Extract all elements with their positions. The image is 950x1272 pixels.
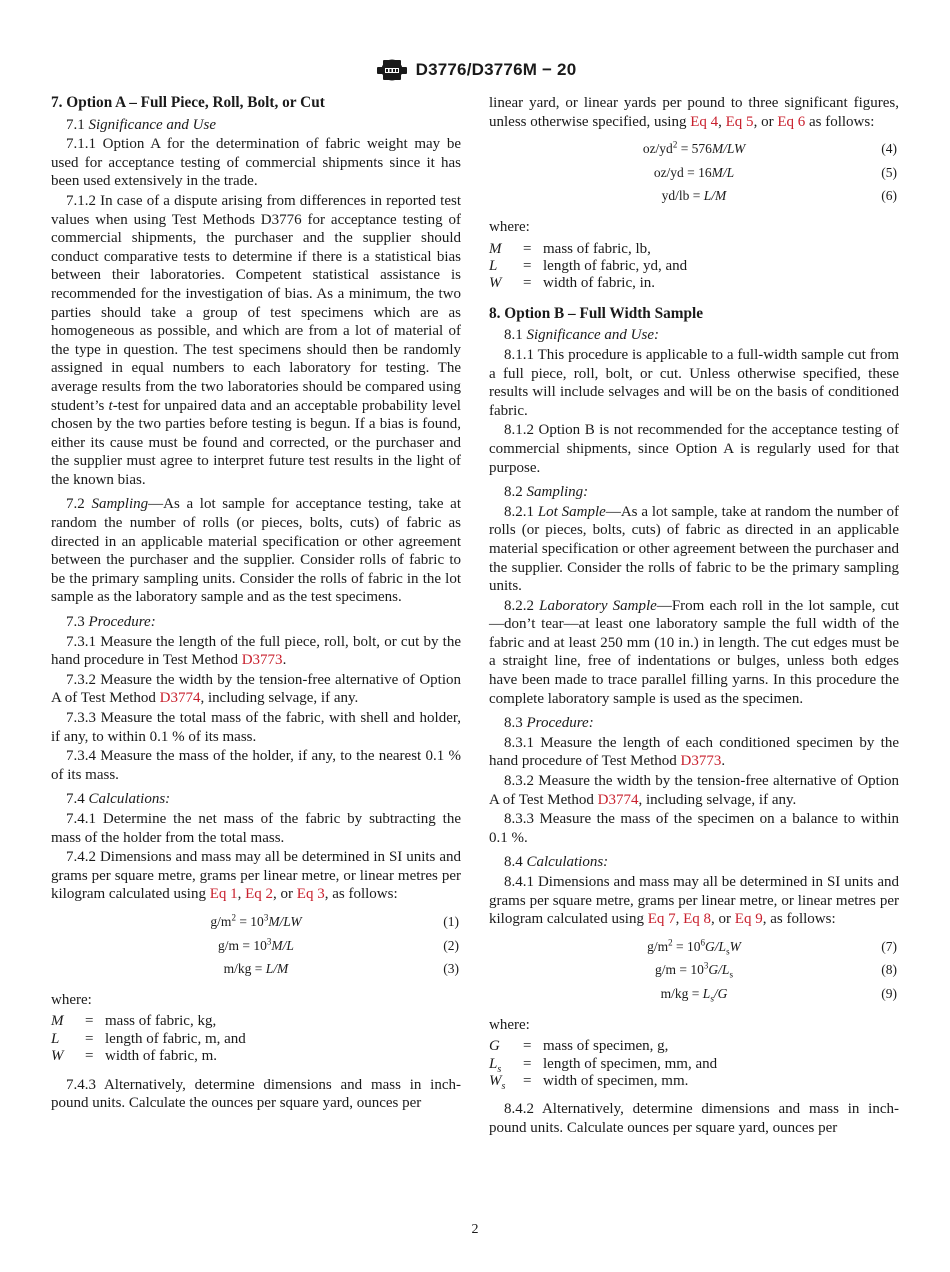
link-eq-3[interactable]: Eq 3: [296, 886, 325, 903]
link-eq-8[interactable]: Eq 8: [683, 911, 712, 928]
para-7-1-2: 7.1.2 In case of a dispute arising from differences in reported test values when using Test Methods D3776 for acceptance testing of commercial shipments, the purchaser and the supplier should conduct comparative tests to determine if there is a statistical bias between their laboratories. Competent statistical assistance is recommended for the investigation of bias. As a minimum, the two parties should take a group of test specimens which are as homogeneous as possible, and which are from a lot of material of the type in question. The test specimens should then be randomly assigned in equal numbers to each laboratory for testing. The average results from the two laboratories should be compared using student’s t-test for unpaired data and an acceptable probability level chosen by the two parties before testing is begun. If a bias is found, either its cause must be found and corrected, or the purchaser and the supplier must agree to interpret future test results in the light of the known bias.: [51, 192, 461, 488]
para-8-2-2: 8.2.2 Laboratory Sample—From each roll in the lot sample, cut—don’t tear—at least one laboratory sample the full width of the fabric and at least 250 mm (10 in.) in length. The cut edges must be a straight line, free of indentations or bulges, unless both edges have been made to trace parallel filling yarns. In this procedure the complete laboratory sample is used as the specimen.: [489, 597, 900, 707]
astm-logo-icon: [374, 58, 410, 82]
para-8-3: 8.3 Procedure:: [504, 715, 594, 732]
para-7-2: 7.2 Sampling—As a lot sample for acceptance testing, take at random the number of rolls (or pieces, bolts, cuts) of fabric as directed in an applicable material specification or other agreement between the purchaser and the supplier. Consider rolls of fabric to be the primary sampling units. Consider the rolls of fabric in the lot sample as the laboratory sample and as the test specimens.: [51, 496, 462, 606]
equation-4: $oz/yd^2 = 576M/LW$ (4): [642, 139, 897, 157]
variable-row: L = length of fabric, m, and: [51, 1030, 246, 1047]
para-8-3-1: 8.3.1 Measure the length of each conditioned specimen by the hand procedure of Test Method D3773.: [489, 734, 899, 770]
variable-list-inch-pound: [489, 241, 899, 293]
para-8-3-2: 8.3.2 Measure the width by the tension-free alternative of Option A of Test Method D3774, including selvage, if any.: [489, 773, 899, 808]
link-d3773[interactable]: D3773: [241, 652, 283, 669]
link-d3774[interactable]: D3774: [597, 791, 639, 808]
para-7-4: 7.4 Calculations:: [66, 791, 171, 808]
link-d3774[interactable]: D3774: [159, 690, 201, 707]
link-d3773[interactable]: D3773: [680, 753, 722, 770]
para-8-2-1: 8.2.1 Lot Sample—As a lot sample, take at random the number of rolls (or pieces, bolts, cuts) of fabric as directed in an applicable material specification or other agreement between the purchaser and the supplier. Consider the rolls of fabric to be the primary sampling units.: [489, 503, 900, 595]
link-eq-5[interactable]: Eq 5: [725, 113, 754, 130]
variable-list-specimen: [489, 1038, 899, 1090]
section-7-title: 7. Option A – Full Piece, Roll, Bolt, or Cut: [51, 94, 325, 111]
link-eq-6[interactable]: Eq 6: [777, 113, 806, 130]
equation-8: $g/m = 10^3G/L_s$ (8): [655, 960, 897, 981]
para-8-2: 8.2 Sampling:: [504, 484, 589, 501]
para-8-4-1: 8.4.1 Dimensions and mass may all be determined in SI units and grams per square metre, grams per linear metre, or linear metres per kilogram calculated using Eq 7, Eq 8, or Eq 9, as follows:: [489, 874, 899, 928]
variable-row: W = width of fabric, in.: [489, 275, 656, 292]
para-7-4-3-continued: linear yard, or linear yards per pound to three significant figures, unless otherwise specified, using Eq 4, Eq 5, or Eq 6 as follows:: [489, 95, 899, 130]
left-column: [51, 94, 461, 1114]
equations-7-9: [489, 935, 899, 1006]
para-7-1: 7.1 Significance and Use: [66, 116, 216, 133]
equations-1-3: [51, 910, 461, 981]
para-7-3-1: 7.3.1 Measure the length of the full piece, roll, bolt, or cut by the hand procedure in Test Method D3773.: [51, 633, 461, 669]
right-column: [489, 94, 899, 1139]
equation-9: $m/kg = L_s/G$ (9): [660, 985, 897, 1004]
para-7-3: 7.3 Procedure:: [66, 614, 156, 631]
para-8-3-3: 8.3.3 Measure the mass of the specimen on a balance to within 0.1 %.: [489, 811, 899, 846]
equation-1: $g/m^2 = 10^3M/LW$ (1): [210, 912, 459, 929]
equation-5: oz/yd = 16M/L (5): [653, 164, 897, 180]
equation-2: $g/m = 10^3M/L$ (2): [218, 936, 459, 953]
page-header: [0, 57, 950, 83]
para-7-3-3: 7.3.3 Measure the total mass of the fabric, with shell and holder, if any, to within 0.1 % of its mass.: [51, 710, 461, 745]
para-8-4-2: 8.4.2 Alternatively, determine dimensions and mass in inch-pound units. Calculate ounces per square yard, ounces per: [489, 1101, 899, 1136]
para-8-1-1: 8.1.1 This procedure is applicable to a full-width sample cut from a full piece, roll, bolt, or cut. Unless otherwise specified, these results will include selvages and will be on the basis of conditioned fabric.: [489, 346, 899, 419]
para-7-4-3: 7.4.3 Alternatively, determine dimensions and mass in inch-pound units. Calculate the ounces per square yard, ounces per: [51, 1076, 461, 1112]
link-eq-9[interactable]: Eq 9: [734, 911, 763, 928]
page-number: 2: [471, 1222, 479, 1237]
link-eq-4[interactable]: Eq 4: [690, 113, 719, 130]
variable-row: $W_s$ = width of specimen, mm.: [489, 1072, 689, 1092]
para-8-1: 8.1 Significance and Use:: [504, 327, 659, 344]
equations-4-6: [489, 137, 899, 208]
link-eq-7[interactable]: Eq 7: [647, 911, 676, 928]
equation-7: $g/m^2 = 10^6G/L_sW$ (7): [647, 937, 897, 957]
variable-row: G = mass of specimen, g,: [489, 1038, 669, 1055]
para-7-1-1: 7.1.1 Option A for the determination of fabric weight may be used for acceptance testing of commercial shipments since it has been used extensively in the trade.: [51, 136, 461, 190]
variable-list-si: [51, 1013, 461, 1065]
section-8-title: 8. Option B – Full Width Sample: [489, 304, 704, 322]
para-7-3-4: 7.3.4 Measure the mass of the holder, if any, to the nearest 0.1 % of its mass.: [51, 748, 461, 783]
variable-row: W = width of fabric, m.: [51, 1048, 218, 1065]
variable-row: $L_s$ = length of specimen, mm, and: [489, 1055, 718, 1075]
variable-row: M = mass of fabric, kg,: [51, 1013, 217, 1030]
para-8-4: 8.4 Calculations:: [504, 854, 609, 871]
link-eq-1[interactable]: Eq 1: [209, 886, 238, 903]
where-label: where:: [489, 1016, 530, 1033]
para-8-1-2: 8.1.2 Option B is not recommended for the acceptance testing of commercial shipments, since Option A is regularly used for that purpose.: [489, 422, 899, 476]
equation-6: yd/lb = L/M (6): [661, 188, 897, 204]
para-7-4-1: 7.4.1 Determine the net mass of the fabric by subtracting the mass of the holder from the total mass.: [51, 810, 461, 846]
variable-row: M = mass of fabric, lb,: [489, 240, 651, 257]
variable-row: L = length of fabric, yd, and: [489, 257, 688, 274]
para-7-3-2: 7.3.2 Measure the width by the tension-free alternative of Option A of Test Method D3774, including selvage, if any.: [51, 671, 461, 707]
link-eq-2[interactable]: Eq 2: [245, 886, 274, 903]
where-label: where:: [489, 218, 530, 235]
document-designation: D3776/D3776M − 20: [415, 60, 577, 79]
para-7-4-2: 7.4.2 Dimensions and mass may all be determined in SI units and grams per square metre, grams per linear metre, or linear metres per kilogram calculated using Eq 1, Eq 2, or Eq 3, as follows:: [51, 849, 461, 903]
equation-3: m/kg = L/M (3): [223, 961, 459, 977]
where-label: where:: [51, 991, 92, 1008]
